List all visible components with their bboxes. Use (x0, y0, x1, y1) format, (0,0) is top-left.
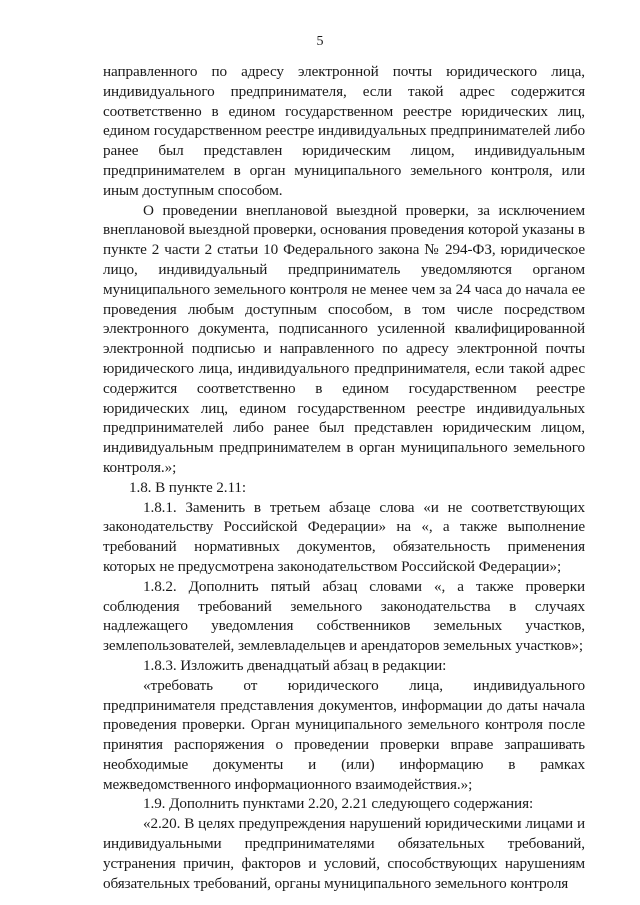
paragraph-unscheduled-inspection-notice: О проведении внеплановой выездной проверки, за исключением внеплановой выездной проверки, основания проведения которой указаны в пункте 2 части 2 статьи 10 Федерального закона № 294-ФЗ, юридическое лицо, индивидуальный предприниматель уведомляются органом муниципального земельного контроля не менее чем за 24 часа до начала ее проведения любым доступным способом, в том числе посредством электронного документа, подписанного усиленной квалифицированной электронной подписью и направленного по адресу электронной почты юридического лица, индивидуального предпринимателя, если такой адрес содержится соответственно в едином государственном реестре юридических лиц, едином государственном реестре индивидуальных предпринимателей либо ранее был представлен юридическим лицом, индивидуальным предпринимателем в орган муниципального земельного контроля.»; (103, 201, 585, 476)
paragraph-item-1-8-2: 1.8.2. Дополнить пятый абзац словами «, а также проверки соблюдения требований земельного законодательства в случаях надлежащего уведомления собственников земельных участков, землепользователей, землевладельцев и арендаторов земельных участков»; (103, 577, 585, 655)
page-number: 5 (316, 34, 324, 49)
paragraph-item-1-8-3: 1.8.3. Изложить двенадцатый абзац в редакции: (143, 656, 447, 674)
document-body (103, 62, 585, 893)
paragraph-item-2-20: «2.20. В целях предупреждения нарушений юридическими лицами и индивидуальными предпринимателями обязательных требований, устранения причин, факторов и условий, способствующих нарушениям обязательных требований, органы муниципального земельного контроля (103, 815, 585, 892)
paragraph-item-1-8-1: 1.8.1. Заменить в третьем абзаце слова «и не соответствующих законодательству Российской Федерации» на «, а также выполнение требований нормативных документов, обязательность применения которых не предусмотрена законодательством Российской Федерации»; (103, 498, 585, 575)
paragraph-quoted-requirement: «требовать от юридического лица, индивидуального предпринимателя представления документов, информации до даты начала проведения проверки. Орган муниципального земельного контроля после принятия распоряжения о проведении проверки вправе запрашивать необходимые документы и (или) информацию в рамках межведомственного информационного взаимодействия.»; (103, 676, 585, 793)
paragraph-item-1-9: 1.9. Дополнить пунктами 2.20, 2.21 следующего содержания: (143, 795, 534, 813)
paragraph-item-1-8: 1.8. В пункте 2.11: (129, 478, 247, 496)
paragraph-email-notice-continuation: направленного по адресу электронной почты юридического лица, индивидуального предпринимателя, если такой адрес содержится соответственно в едином государственном реестре юридических лиц, едином государственном реестре индивидуальных предпринимателей либо ранее был представлен юридическим лицом, индивидуальным предпринимателем в орган муниципального земельного контроля, или иным доступным способом. (103, 63, 585, 199)
